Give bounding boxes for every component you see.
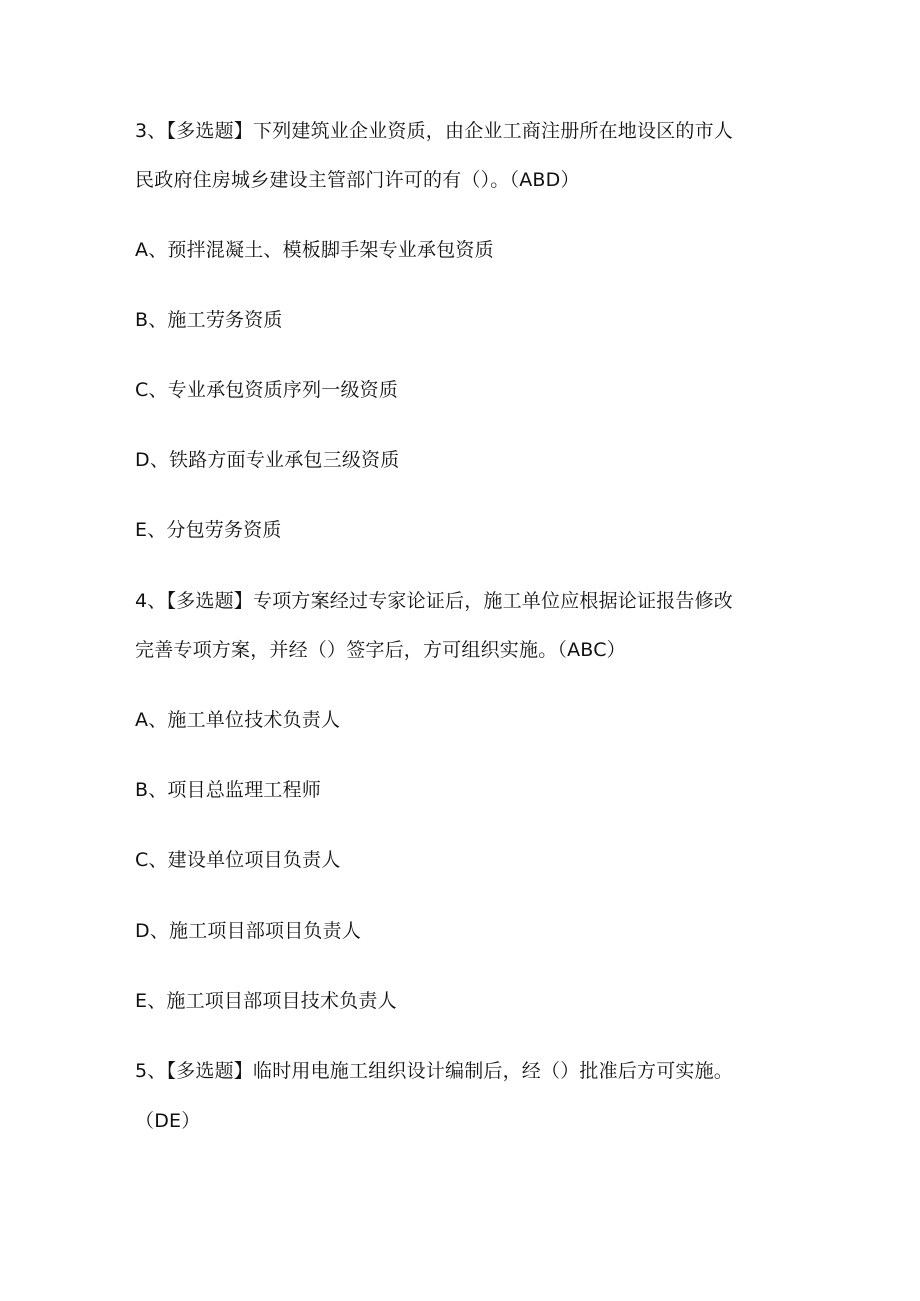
question-4-option-a: A、施工单位技术负责人 [135, 709, 341, 731]
question-5-stem-line-1: 5、【多选题】临时用电施工组织设计编制后，经（）批准后方可实施。 [135, 1060, 733, 1082]
question-3-option-c: C、专业承包资质序列一级资质 [135, 379, 399, 401]
question-3-stem-line-1: 3、【多选题】下列建筑业企业资质，由企业工商注册所在地设区的市人 [135, 120, 733, 142]
question-3-option-e: E、分包劳务资质 [135, 519, 282, 541]
question-4-option-e: E、施工项目部项目技术负责人 [135, 990, 397, 1012]
question-3-stem-line-2: 民政府住房城乡建设主管部门许可的有（）。（ABD） [135, 169, 580, 191]
question-4-option-b: B、项目总监理工程师 [135, 779, 322, 801]
question-4-option-d: D、施工项目部项目负责人 [135, 920, 362, 942]
question-3-option-a: A、预拌混凝土、模板脚手架专业承包资质 [135, 239, 494, 261]
question-5-stem-line-2: （DE） [135, 1110, 201, 1132]
question-3-option-d: D、铁路方面专业承包三级资质 [135, 449, 400, 471]
question-4-stem-line-1: 4、【多选题】专项方案经过专家论证后，施工单位应根据论证报告修改 [135, 590, 733, 612]
question-4-option-c: C、建设单位项目负责人 [135, 849, 341, 871]
question-4-stem-line-2: 完善专项方案，并经（）签字后，方可组织实施。（ABC） [135, 639, 626, 661]
question-3-option-b: B、施工劳务资质 [135, 309, 283, 331]
